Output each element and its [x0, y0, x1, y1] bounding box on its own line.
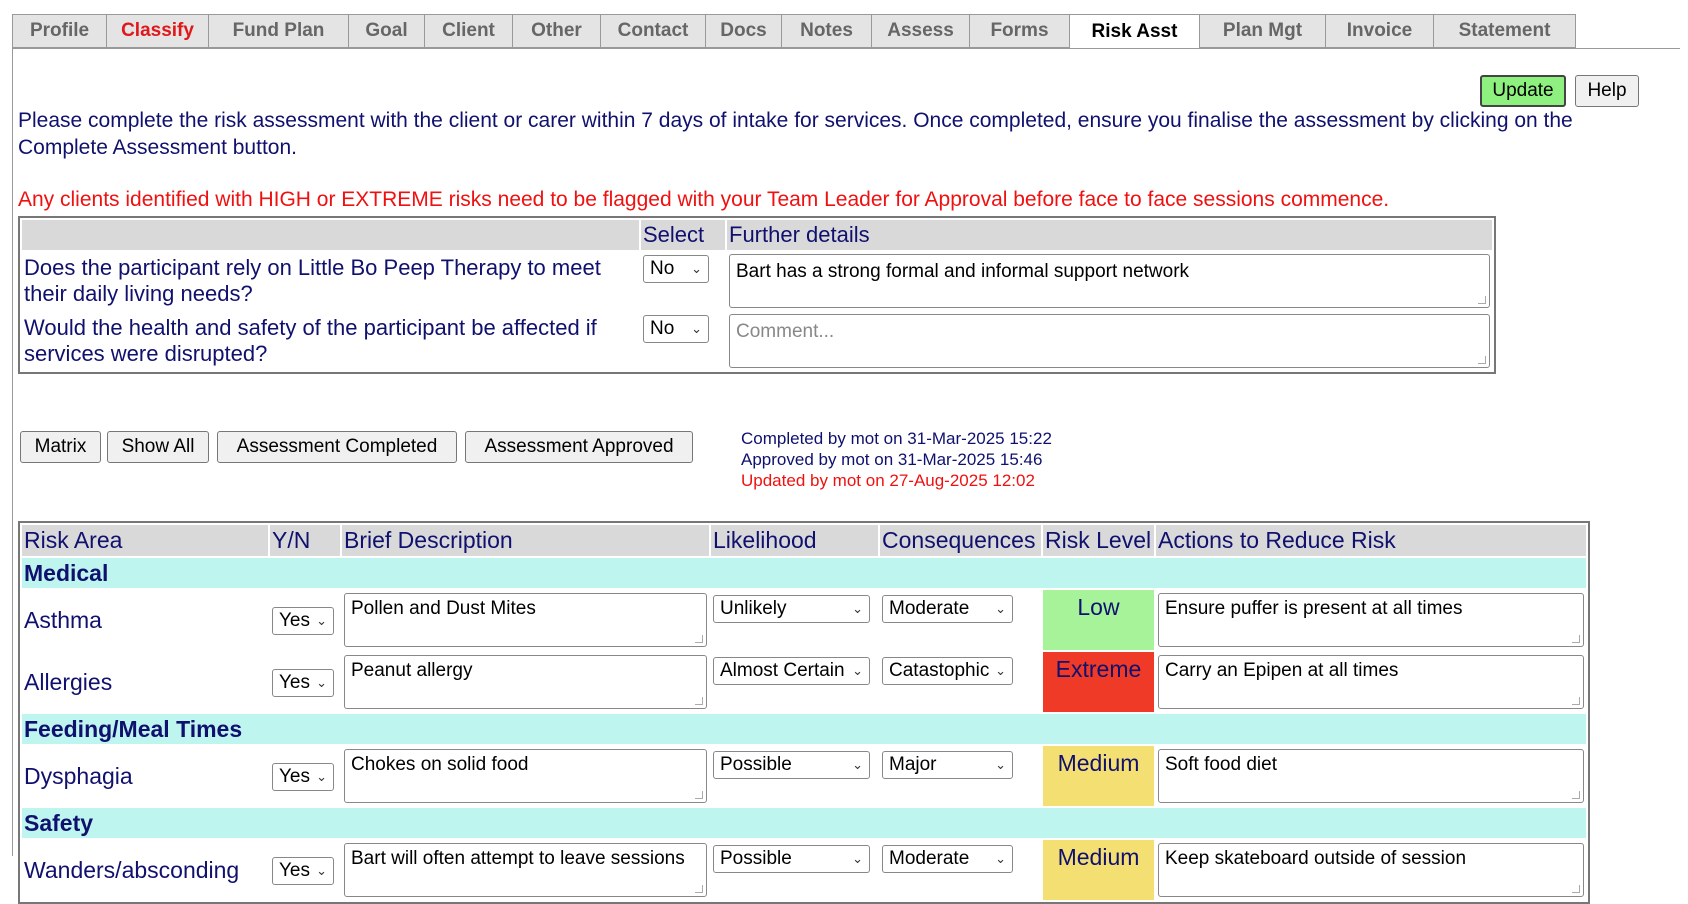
questions-header-select: Select: [641, 220, 725, 250]
question-row: [22, 252, 1492, 310]
tab-client[interactable]: Client: [425, 14, 513, 48]
section-row: [22, 558, 1586, 588]
tab-goal[interactable]: Goal: [349, 14, 425, 48]
questions-table: [18, 216, 1496, 374]
header-risk-level: Risk Level: [1043, 525, 1154, 556]
details-textarea[interactable]: Bart has a strong formal and informal support network: [729, 254, 1490, 308]
status-block: [741, 428, 1052, 491]
assessment-completed-button[interactable]: Assessment Completed: [217, 431, 457, 463]
risk-area: Wanders/absconding: [24, 856, 240, 883]
chevron-down-icon: ⌄: [316, 863, 327, 878]
chevron-down-icon: ⌄: [995, 663, 1006, 678]
tab-divider: [12, 48, 1680, 49]
tab-classify[interactable]: Classify: [107, 14, 209, 48]
risk-row: [22, 840, 1586, 900]
matrix-button[interactable]: Matrix: [20, 431, 101, 463]
chevron-down-icon: ⌄: [691, 321, 702, 336]
question-row: [22, 312, 1492, 370]
chevron-down-icon: ⌄: [316, 769, 327, 784]
consequences-select[interactable]: Catastophic ⌄: [882, 657, 1013, 685]
risk-row: [22, 652, 1586, 712]
chevron-down-icon: ⌄: [316, 675, 327, 690]
tab-fund-plan[interactable]: Fund Plan: [209, 14, 349, 48]
actions-textarea[interactable]: Keep skateboard outside of session: [1158, 843, 1584, 897]
approved-status: Approved by mot on 31-Mar-2025 15:46: [741, 450, 1043, 469]
description-textarea[interactable]: Chokes on solid food: [344, 749, 707, 803]
risk-table: [18, 521, 1590, 904]
chevron-down-icon: ⌄: [852, 851, 863, 866]
question-select[interactable]: No ⌄: [643, 255, 709, 283]
tab-docs[interactable]: Docs: [706, 14, 782, 48]
consequences-select[interactable]: Moderate ⌄: [882, 595, 1013, 623]
warning-text: Any clients identified with HIGH or EXTREME risks need to be flagged with your Team Leader for Approval before face to face sessions commence.: [18, 188, 1390, 211]
actions-textarea[interactable]: Soft food diet: [1158, 749, 1584, 803]
header-yn: Y/N: [270, 525, 340, 556]
update-button[interactable]: Update: [1480, 75, 1566, 107]
help-button[interactable]: Help: [1575, 75, 1639, 107]
chevron-down-icon: ⌄: [691, 261, 702, 276]
updated-status: Updated by mot on 27-Aug-2025 12:02: [741, 471, 1035, 490]
tab-invoice[interactable]: Invoice: [1326, 14, 1434, 48]
likelihood-select[interactable]: Possible ⌄: [713, 751, 870, 779]
chevron-down-icon: ⌄: [995, 757, 1006, 772]
risk-area: Dysphagia: [24, 762, 133, 789]
tab-bar: [12, 14, 1576, 48]
assessment-approved-button[interactable]: Assessment Approved: [465, 431, 693, 463]
header-risk-area: Risk Area: [22, 525, 268, 556]
yn-select[interactable]: Yes ⌄: [272, 763, 334, 791]
completed-status: Completed by mot on 31-Mar-2025 15:22: [741, 429, 1052, 448]
risk-level: Medium: [1043, 746, 1154, 806]
section-title: Feeding/Meal Times: [22, 714, 1586, 744]
header-description: Brief Description: [342, 525, 709, 556]
description-textarea[interactable]: Peanut allergy: [344, 655, 707, 709]
content-border: [12, 48, 13, 856]
section-title: Safety: [22, 808, 1586, 838]
likelihood-select[interactable]: Unlikely ⌄: [713, 595, 870, 623]
question-text: Would the health and safety of the participant be affected if services were disrupted?: [24, 315, 597, 366]
header-consequences: Consequences: [880, 525, 1041, 556]
chevron-down-icon: ⌄: [316, 613, 327, 628]
tab-statement[interactable]: Statement: [1434, 14, 1576, 48]
chevron-down-icon: ⌄: [995, 601, 1006, 616]
tab-other[interactable]: Other: [513, 14, 601, 48]
tab-forms[interactable]: Forms: [970, 14, 1070, 48]
yn-select[interactable]: Yes ⌄: [272, 857, 334, 885]
chevron-down-icon: ⌄: [852, 663, 863, 678]
question-select[interactable]: No ⌄: [643, 315, 709, 343]
chevron-down-icon: ⌄: [852, 601, 863, 616]
details-textarea[interactable]: Comment...: [729, 314, 1490, 368]
tab-contact[interactable]: Contact: [601, 14, 706, 48]
questions-header-blank: [22, 220, 639, 250]
intro-text: Please complete the risk assessment with the client or carer within 7 days of intake for services. Once completed, ensure you finalise the assessment by clicking on the Complete Assessment button.: [18, 109, 1573, 159]
section-row: [22, 714, 1586, 744]
risk-row: [22, 746, 1586, 806]
consequences-select[interactable]: Major ⌄: [882, 751, 1013, 779]
description-textarea[interactable]: Pollen and Dust Mites: [344, 593, 707, 647]
risk-level: Medium: [1043, 840, 1154, 900]
header-actions: Actions to Reduce Risk: [1156, 525, 1586, 556]
risk-row: [22, 590, 1586, 650]
risk-level: Low: [1043, 590, 1154, 650]
chevron-down-icon: ⌄: [852, 757, 863, 772]
questions-header-details: Further details: [727, 220, 1492, 250]
chevron-down-icon: ⌄: [995, 851, 1006, 866]
yn-select[interactable]: Yes ⌄: [272, 669, 334, 697]
tab-notes[interactable]: Notes: [782, 14, 872, 48]
yn-select[interactable]: Yes ⌄: [272, 607, 334, 635]
tab-plan-mgt[interactable]: Plan Mgt: [1200, 14, 1326, 48]
actions-textarea[interactable]: Carry an Epipen at all times: [1158, 655, 1584, 709]
section-title: Medical: [22, 558, 1586, 588]
tab-risk-asst[interactable]: Risk Asst: [1070, 14, 1200, 49]
likelihood-select[interactable]: Almost Certain ⌄: [713, 657, 870, 685]
description-textarea[interactable]: Bart will often attempt to leave sessions: [344, 843, 707, 897]
tab-profile[interactable]: Profile: [12, 14, 107, 48]
show-all-button[interactable]: Show All: [107, 431, 209, 463]
tab-assess[interactable]: Assess: [872, 14, 970, 48]
section-row: [22, 808, 1586, 838]
risk-area: Allergies: [24, 668, 113, 695]
risk-level: Extreme: [1043, 652, 1154, 712]
likelihood-select[interactable]: Possible ⌄: [713, 845, 870, 873]
header-likelihood: Likelihood: [711, 525, 878, 556]
consequences-select[interactable]: Moderate ⌄: [882, 845, 1013, 873]
question-text: Does the participant rely on Little Bo Peep Therapy to meet their daily living needs?: [24, 255, 601, 306]
actions-textarea[interactable]: Ensure puffer is present at all times: [1158, 593, 1584, 647]
risk-area: Asthma: [24, 606, 102, 633]
